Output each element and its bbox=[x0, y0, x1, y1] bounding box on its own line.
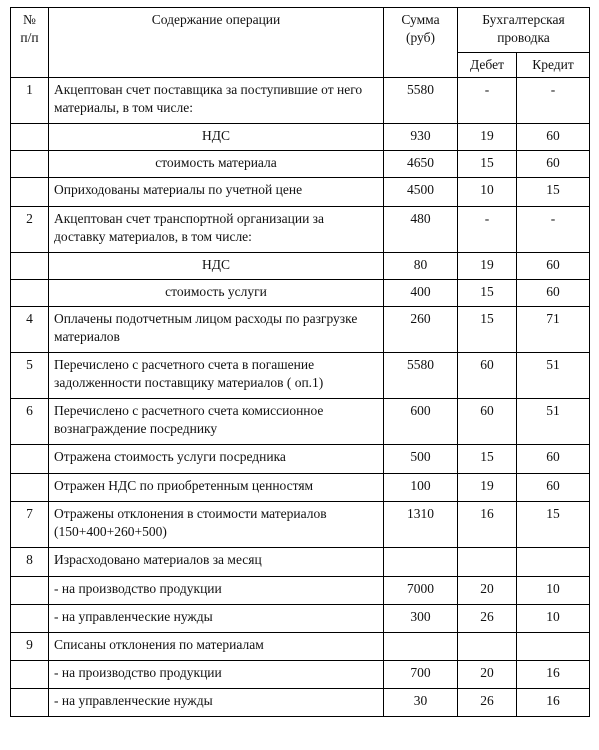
row-debit: 19 bbox=[458, 474, 517, 502]
row-sum: 5580 bbox=[384, 78, 458, 124]
row-sum: 30 bbox=[384, 689, 458, 717]
row-description: Перечислено с расчетного счета в погашение задолженности поставщику материалов ( оп.1) bbox=[49, 353, 384, 399]
row-credit: 60 bbox=[517, 445, 590, 474]
row-number bbox=[11, 661, 49, 689]
row-debit: 60 bbox=[458, 353, 517, 399]
row-sum: 5580 bbox=[384, 353, 458, 399]
table-row bbox=[11, 124, 590, 151]
row-debit: 19 bbox=[458, 253, 517, 280]
table-row bbox=[11, 633, 590, 661]
table-row bbox=[11, 474, 590, 502]
row-description: - на производство продукции bbox=[49, 577, 384, 605]
row-debit: 60 bbox=[458, 399, 517, 445]
table-row bbox=[11, 151, 590, 178]
row-description: - на управленческие нужды bbox=[49, 689, 384, 717]
row-debit: 15 bbox=[458, 307, 517, 353]
row-sum: 400 bbox=[384, 280, 458, 307]
row-debit: 15 bbox=[458, 445, 517, 474]
row-credit: - bbox=[517, 207, 590, 253]
row-number: 6 bbox=[11, 399, 49, 445]
row-credit: 60 bbox=[517, 280, 590, 307]
row-credit: 16 bbox=[517, 689, 590, 717]
table-row bbox=[11, 445, 590, 474]
row-credit: 15 bbox=[517, 178, 590, 207]
table-row bbox=[11, 207, 590, 253]
row-number bbox=[11, 280, 49, 307]
row-description: Израсходовано материалов за месяц bbox=[49, 548, 384, 577]
row-debit bbox=[458, 633, 517, 661]
row-credit bbox=[517, 633, 590, 661]
row-credit: 60 bbox=[517, 124, 590, 151]
table-row bbox=[11, 280, 590, 307]
row-description: Перечислено с расчетного счета комиссионное вознаграждение посреднику bbox=[49, 399, 384, 445]
row-sum: 930 bbox=[384, 124, 458, 151]
row-credit: - bbox=[517, 78, 590, 124]
table-row bbox=[11, 502, 590, 548]
row-description: стоимость материала bbox=[49, 151, 384, 178]
row-sum: 7000 bbox=[384, 577, 458, 605]
table-body bbox=[11, 78, 590, 717]
row-debit: - bbox=[458, 78, 517, 124]
row-description: стоимость услуги bbox=[49, 280, 384, 307]
row-number bbox=[11, 474, 49, 502]
row-sum: 4650 bbox=[384, 151, 458, 178]
row-sum: 600 bbox=[384, 399, 458, 445]
row-number bbox=[11, 577, 49, 605]
row-credit: 15 bbox=[517, 502, 590, 548]
row-debit: 26 bbox=[458, 689, 517, 717]
header-accounting-entry: Бухгалтерская проводка bbox=[458, 8, 590, 53]
row-description: - на производство продукции bbox=[49, 661, 384, 689]
row-description: - на управленческие нужды bbox=[49, 605, 384, 633]
row-sum: 1310 bbox=[384, 502, 458, 548]
row-number: 9 bbox=[11, 633, 49, 661]
row-debit: 15 bbox=[458, 280, 517, 307]
table-row bbox=[11, 605, 590, 633]
row-credit: 60 bbox=[517, 151, 590, 178]
row-credit: 16 bbox=[517, 661, 590, 689]
row-number: 5 bbox=[11, 353, 49, 399]
row-number: 8 bbox=[11, 548, 49, 577]
row-sum bbox=[384, 633, 458, 661]
table-row bbox=[11, 661, 590, 689]
row-sum: 100 bbox=[384, 474, 458, 502]
row-debit: 15 bbox=[458, 151, 517, 178]
row-sum: 300 bbox=[384, 605, 458, 633]
table-row bbox=[11, 353, 590, 399]
row-credit: 60 bbox=[517, 253, 590, 280]
row-credit: 60 bbox=[517, 474, 590, 502]
table-row bbox=[11, 577, 590, 605]
row-sum bbox=[384, 548, 458, 577]
row-debit: 10 bbox=[458, 178, 517, 207]
row-description: Отражен НДС по приобретенным ценностям bbox=[49, 474, 384, 502]
row-description: Акцептован счет поставщика за поступившие от него материалы, в том числе: bbox=[49, 78, 384, 124]
row-number: 2 bbox=[11, 207, 49, 253]
row-number: 4 bbox=[11, 307, 49, 353]
row-description: Отражены отклонения в стоимости материалов (150+400+260+500) bbox=[49, 502, 384, 548]
header-description: Содержание операции bbox=[49, 8, 384, 78]
row-debit: - bbox=[458, 207, 517, 253]
row-number bbox=[11, 605, 49, 633]
header-number: № п/п bbox=[11, 8, 49, 78]
row-number bbox=[11, 689, 49, 717]
table-row bbox=[11, 78, 590, 124]
row-credit bbox=[517, 548, 590, 577]
row-credit: 51 bbox=[517, 399, 590, 445]
row-sum: 80 bbox=[384, 253, 458, 280]
table-row bbox=[11, 178, 590, 207]
row-description: Оплачены подотчетным лицом расходы по разгрузке материалов bbox=[49, 307, 384, 353]
row-number bbox=[11, 124, 49, 151]
row-description: Отражена стоимость услуги посредника bbox=[49, 445, 384, 474]
table-row bbox=[11, 307, 590, 353]
header-debit: Дебет bbox=[458, 53, 517, 78]
row-debit: 20 bbox=[458, 577, 517, 605]
row-debit: 26 bbox=[458, 605, 517, 633]
operations-table bbox=[10, 7, 590, 717]
table-row bbox=[11, 548, 590, 577]
row-debit bbox=[458, 548, 517, 577]
row-description: Списаны отклонения по материалам bbox=[49, 633, 384, 661]
row-number bbox=[11, 445, 49, 474]
row-number bbox=[11, 151, 49, 178]
row-debit: 16 bbox=[458, 502, 517, 548]
table-row bbox=[11, 253, 590, 280]
row-sum: 500 bbox=[384, 445, 458, 474]
row-debit: 19 bbox=[458, 124, 517, 151]
row-sum: 260 bbox=[384, 307, 458, 353]
row-credit: 10 bbox=[517, 605, 590, 633]
row-sum: 480 bbox=[384, 207, 458, 253]
row-credit: 10 bbox=[517, 577, 590, 605]
header-credit: Кредит bbox=[517, 53, 590, 78]
row-debit: 20 bbox=[458, 661, 517, 689]
header-sum: Сумма (руб) bbox=[384, 8, 458, 78]
table-row bbox=[11, 689, 590, 717]
row-description: НДС bbox=[49, 253, 384, 280]
row-number bbox=[11, 178, 49, 207]
row-number: 1 bbox=[11, 78, 49, 124]
row-number bbox=[11, 253, 49, 280]
row-credit: 51 bbox=[517, 353, 590, 399]
row-sum: 700 bbox=[384, 661, 458, 689]
row-description: Акцептован счет транспортной организации за доставку материалов, в том числе: bbox=[49, 207, 384, 253]
row-sum: 4500 bbox=[384, 178, 458, 207]
row-description: Оприходованы материалы по учетной цене bbox=[49, 178, 384, 207]
row-number: 7 bbox=[11, 502, 49, 548]
table-row bbox=[11, 399, 590, 445]
row-description: НДС bbox=[49, 124, 384, 151]
row-credit: 71 bbox=[517, 307, 590, 353]
